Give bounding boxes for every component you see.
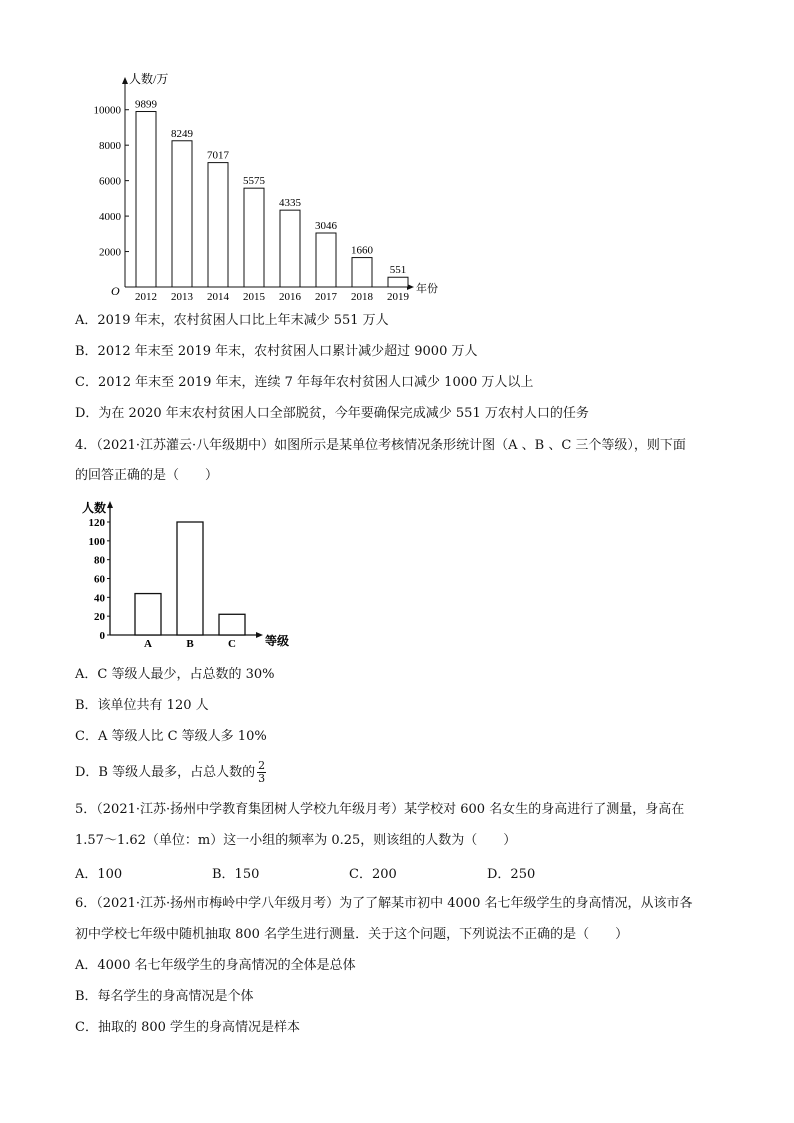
q4-option-a: A．C 等级人最少，占总数的 30%: [75, 667, 275, 682]
y-tick-label: 20: [94, 611, 105, 624]
q6-option-a: A．4000 名七年级学生的身高情况的全体是总体: [75, 958, 356, 973]
origin-label: O: [111, 284, 120, 298]
bar: [172, 141, 192, 287]
q3-option-b: B．2012 年末至 2019 年末，农村贫困人口累计减少超过 9000 万人: [75, 344, 478, 359]
x-tick-label: 2012: [135, 291, 157, 303]
y-axis-arrow: [122, 77, 128, 84]
x-tick-label: 2013: [171, 291, 193, 303]
bar: [388, 277, 408, 287]
q4-option-b: B．该单位共有 120 人: [75, 698, 209, 713]
q5-option-a: A．100: [75, 867, 123, 882]
bar: [177, 522, 203, 635]
q4-stem-line2: 的回答正确的是（ ）: [75, 468, 219, 483]
x-tick-label: 2016: [279, 291, 301, 303]
bar-value-label: 9899: [135, 98, 157, 111]
bar: [208, 163, 228, 287]
y-tick-label: 100: [88, 535, 105, 548]
x-tick-label: 2018: [351, 291, 373, 303]
q4-option-c: C．A 等级人比 C 等级人多 10%: [75, 729, 267, 744]
q6-option-b: B．每名学生的身高情况是个体: [75, 989, 254, 1004]
y-tick-label: 120: [88, 517, 105, 529]
x-tick-label: 2019: [387, 291, 409, 303]
x-tick-label: B: [186, 638, 194, 650]
fraction-two-thirds: [257, 760, 266, 785]
fraction-denominator: 3: [258, 772, 266, 785]
bar: [135, 594, 161, 635]
q5-stem-line2: 1.57～1.62（单位：m）这一小组的频率为 0.25，则该组的人数为（ ）: [75, 833, 517, 848]
bar-value-label: 551: [389, 264, 407, 277]
q5-option-b: B．150: [212, 867, 260, 882]
poverty-bar-chart: [85, 72, 445, 304]
bar: [316, 233, 336, 287]
q4-option-d-text: D．B 等级人最多，占总人数的: [75, 765, 256, 780]
x-tick-label: 2015: [243, 291, 265, 303]
x-tick-label: 2017: [315, 291, 337, 303]
bar-value-label: 8249: [171, 127, 193, 140]
q3-option-d: D．为在 2020 年末农村贫困人口全部脱贫，今年要确保完成减少 551 万农村人口的任务: [75, 406, 589, 421]
grade-bar-chart: [78, 498, 293, 658]
y-axis-label: 人数: [82, 501, 107, 515]
y-tick-label: 0: [99, 630, 105, 642]
bar-value-label: 4335: [279, 197, 301, 210]
q6-stem-line1: 6．（2021·江苏·扬州市梅岭中学八年级月考）为了了解某市初中 4000 名七年级学生的身高情况，从该市各: [75, 896, 693, 911]
y-axis-arrow: [107, 501, 113, 508]
q5-stem-line1: 5．（2021·江苏·扬州中学教育集团树人学校九年级月考）某学校对 600 名女生的身高进行了测量，身高在: [75, 802, 685, 817]
bar-value-label: 1660: [351, 244, 373, 257]
bar-value-label: 5575: [243, 175, 265, 188]
y-tick-label: 8000: [99, 140, 121, 153]
q5-option-d: D．250: [487, 867, 536, 882]
q4-option-d: [75, 760, 266, 785]
bar: [352, 258, 372, 287]
q6-stem-line2: 初中学校七年级中随机抽取 800 名学生进行测量．关于这个问题，下列说法不正确的是（ ）: [75, 927, 629, 942]
x-tick-label: C: [228, 638, 236, 650]
bar: [244, 188, 264, 287]
bar-value-label: 3046: [315, 220, 337, 233]
y-tick-label: 80: [94, 554, 105, 567]
x-axis-label: 等级: [265, 634, 290, 648]
bar: [219, 614, 245, 635]
y-tick-label: 2000: [99, 246, 121, 259]
bar-value-label: 7017: [207, 149, 229, 162]
x-axis-arrow: [256, 632, 263, 638]
q5-option-c: C．200: [349, 867, 397, 882]
x-axis-label: 年份: [416, 283, 438, 295]
q3-option-a: A．2019 年末，农村贫困人口比上年末减少 551 万人: [75, 313, 389, 328]
fraction-numerator: 2: [258, 759, 266, 772]
x-tick-label: 2014: [207, 291, 229, 303]
q6-option-c: C．抽取的 800 学生的身高情况是样本: [75, 1020, 301, 1035]
y-tick-label: 60: [94, 573, 105, 586]
bar: [280, 210, 300, 287]
x-tick-label: A: [144, 638, 152, 650]
bar: [136, 112, 156, 287]
y-tick-label: 10000: [93, 104, 121, 117]
y-tick-label: 6000: [99, 175, 121, 188]
y-axis-label: 人数/万: [129, 72, 169, 86]
q3-option-c: C．2012 年末至 2019 年末，连续 7 年每年农村贫困人口减少 1000 万人以上: [75, 375, 534, 390]
y-tick-label: 40: [94, 592, 105, 605]
q4-stem-line1: 4．（2021·江苏灌云·八年级期中）如图所示是某单位考核情况条形统计图（A 、B 、C 三个等级），则下面: [75, 438, 686, 453]
y-tick-label: 4000: [99, 211, 121, 224]
